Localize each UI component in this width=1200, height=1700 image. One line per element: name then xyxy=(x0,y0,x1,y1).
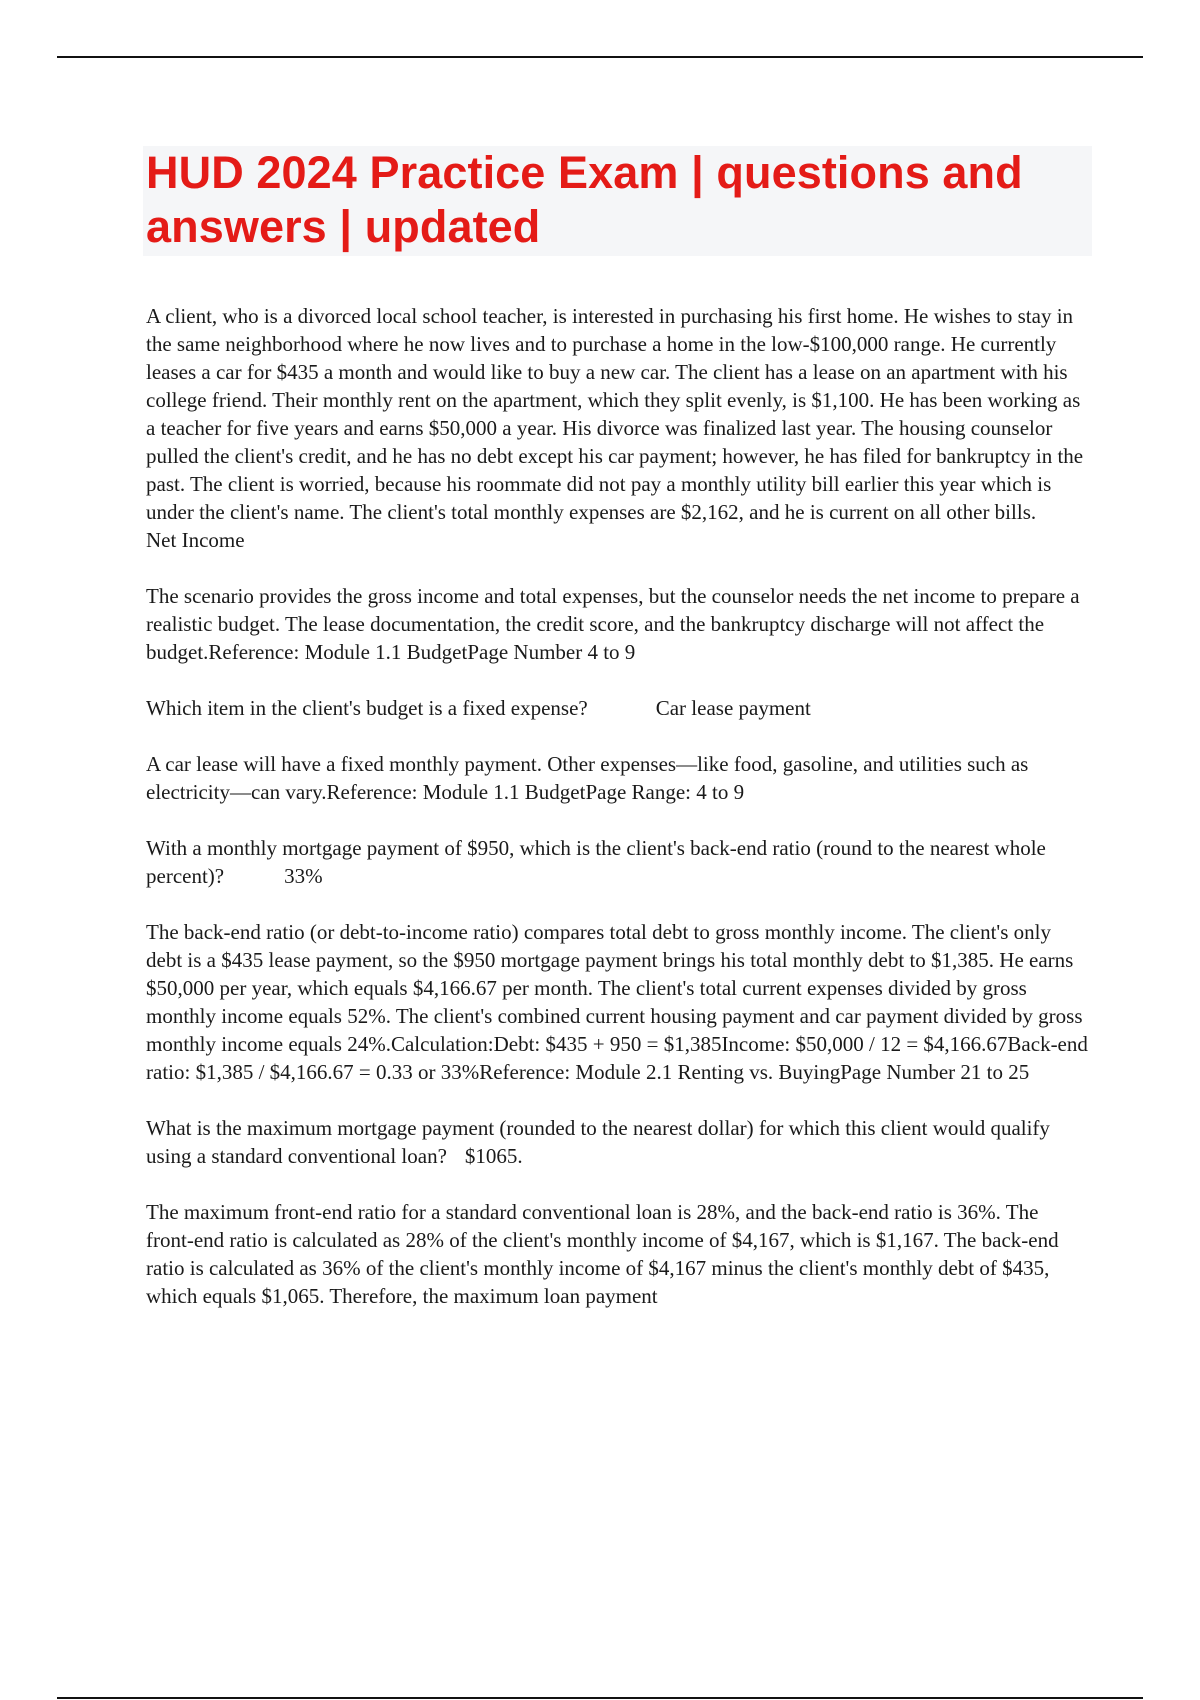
question-text: What is the maximum mortgage payment (rounded to the nearest dollar) for which this client would qualify using a standard conventional loan? xyxy=(146,1116,1050,1168)
question-paragraph xyxy=(146,1114,1090,1170)
answer-text: 33% xyxy=(284,864,323,888)
document-body xyxy=(146,302,1090,1338)
question-text: A client, who is a divorced local school teacher, is interested in purchasing his first home. He wishes to stay in the same neighborhood where he now lives and to purchase a home in the low-$100,000 range. He currently leases a car for $435 a month and would like to buy a new car. The client has a lease on an apartment with his college friend. Their monthly rent on the apartment, which they split evenly, is $1,100. He has been working as a teacher for five years and earns $50,000 a year. His divorce was finalized last year. The housing counselor pulled the client's credit, and he has no debt except his car payment; however, he has filed for bankruptcy in the past. The client is worried, because his roommate did not pay a monthly utility bill earlier this year which is under the client's name. The client's total monthly expenses are $2,162, and he is current on all other bills. xyxy=(146,304,1084,524)
explanation-paragraph: A car lease will have a fixed monthly payment. Other expenses—like food, gasoline, and utilities such as electricity—can vary.Reference: Module 1.1 BudgetPage Range: 4 to 9 xyxy=(146,752,1029,804)
question-paragraph xyxy=(146,834,1090,890)
answer-text: Car lease payment xyxy=(655,696,811,720)
bottom-rule xyxy=(57,1697,1143,1699)
explanation-paragraph: The scenario provides the gross income and total expenses, but the counselor needs the net income to prepare a realistic budget. The lease documentation, the credit score, and the bankruptcy discharge will not affect the budget.Reference: Module 1.1 BudgetPage Number 4 to 9 xyxy=(146,584,1080,664)
question-paragraph xyxy=(146,694,1090,722)
explanation-paragraph: The back-end ratio (or debt-to-income ratio) compares total debt to gross monthly income. The client's only debt is a $435 lease payment, so the $950 mortgage payment brings his total monthly debt to $1,385. He earns $50,000 per year, which equals $4,166.67 per month. The client's total current expenses divided by gross monthly income equals 52%. The client's combined current housing payment and car payment divided by gross monthly income equals 24%.Calculation:Debt: $435 + 950 = $1,385Income: $50,000 / 12 = $4,166.67Back-end ratio: $1,385 / $4,166.67 = 0.33 or 33%Reference: Module 2.1 Renting vs. BuyingPage Number 21 to 25 xyxy=(146,920,1088,1084)
answer-text: $1065. xyxy=(464,1144,523,1168)
question-text: With a monthly mortgage payment of $950, which is the client's back-end ratio (round to the nearest whole percent)? xyxy=(146,836,1046,888)
document-title: HUD 2024 Practice Exam | questions and answers | updated xyxy=(146,147,1023,252)
answer-text: Net Income xyxy=(146,528,245,552)
question-text: Which item in the client's budget is a fixed expense? xyxy=(146,696,588,720)
explanation-paragraph: The maximum front-end ratio for a standard conventional loan is 28%, and the back-end ratio is 36%. The front-end ratio is calculated as 28% of the client's monthly income of $4,167, which is $1,167. The back-end ratio is calculated as 36% of the client's monthly income of $4,167 minus the client's monthly debt of $435, which equals $1,065. Therefore, the maximum loan payment xyxy=(146,1200,1059,1308)
title-banner xyxy=(143,146,1092,256)
top-rule xyxy=(57,56,1143,58)
question-paragraph xyxy=(146,302,1090,554)
